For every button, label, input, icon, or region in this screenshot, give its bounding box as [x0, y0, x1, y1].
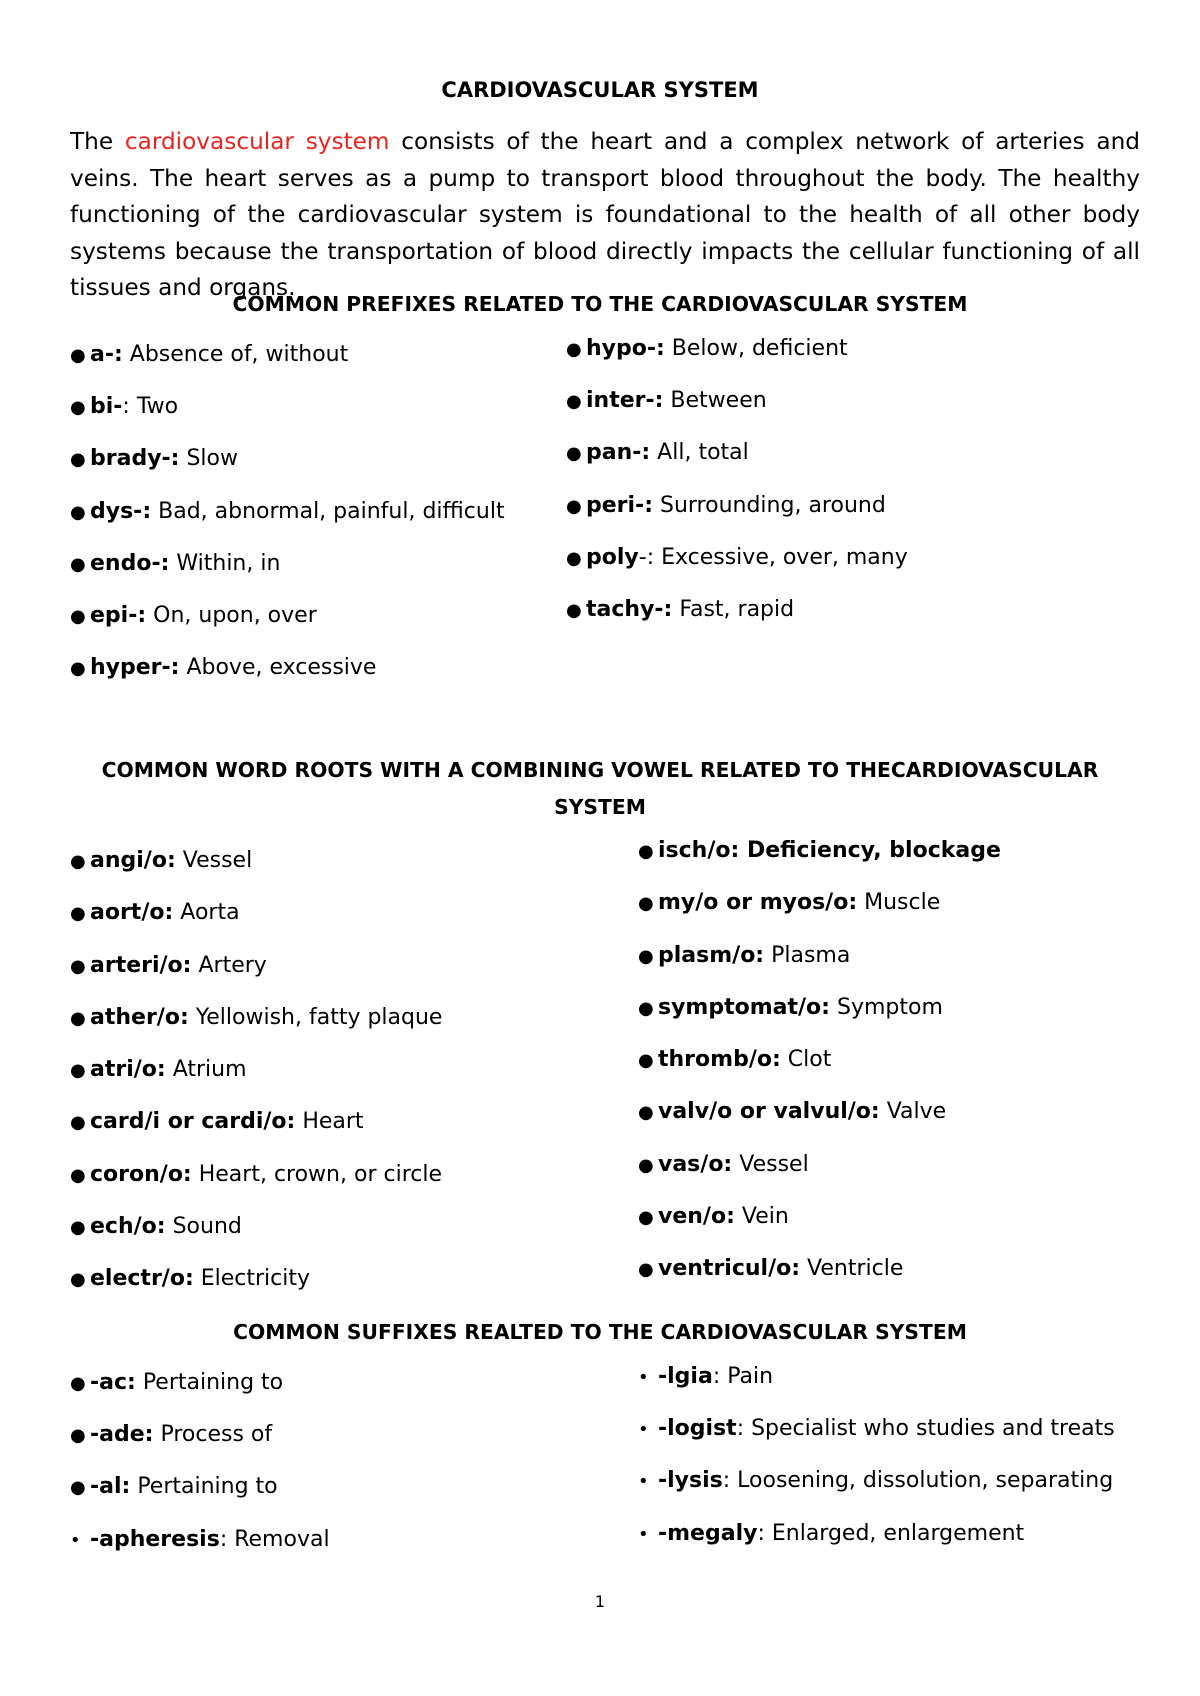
intro-lead: The [70, 128, 125, 155]
bullet-icon: ● [566, 391, 582, 413]
roots-right-list [638, 838, 1158, 1309]
definition: Heart [295, 1109, 364, 1135]
bullet-icon: ● [566, 599, 582, 621]
list-item [70, 655, 570, 707]
definition: Absence of, without [122, 342, 349, 367]
term: aort/o: [90, 900, 174, 926]
definition: Aorta [173, 900, 240, 926]
definition: : Two [122, 394, 179, 420]
list-item [70, 342, 570, 394]
suffixes-heading: COMMON SUFFIXES REALTED TO THE CARDIOVASCULAR SYSTEM [233, 1320, 967, 1344]
bullet-icon: ● [70, 1060, 86, 1082]
list-item [638, 1521, 1158, 1573]
page-number: 1 [594, 1592, 606, 1611]
term: dys-: [90, 498, 152, 524]
definition: Pertaining to [130, 1474, 278, 1500]
bullet-icon: ● [70, 851, 86, 872]
term: inter-: [586, 388, 664, 414]
definition: Atrium [165, 1057, 247, 1083]
term: tachy-: [586, 596, 673, 622]
term: electr/o: [90, 1266, 194, 1292]
list-item [638, 1152, 1158, 1204]
roots-left-list [70, 848, 630, 1319]
bullet-icon: ● [70, 1477, 86, 1499]
bullet-icon: ● [566, 547, 582, 569]
definition: Muscle [857, 890, 941, 916]
definition: Yellowish, fatty plaque [188, 1004, 443, 1030]
term: thromb/o: [658, 1047, 781, 1073]
list-item [566, 493, 1126, 545]
term: ather/o: [90, 1004, 189, 1030]
list-item [70, 848, 630, 900]
bullet-icon: ● [566, 495, 582, 517]
bullet-icon: ● [70, 1164, 86, 1186]
bullet-icon: ● [70, 1425, 86, 1447]
definition: -: Excessive, over, many [638, 544, 908, 570]
bullet-icon: ● [638, 1207, 654, 1229]
list-item [638, 1256, 1158, 1308]
bullet-icon: ● [70, 1373, 86, 1394]
list-item [566, 597, 1126, 649]
term: a-: [90, 342, 123, 367]
list-item [70, 1527, 630, 1579]
list-item [638, 1047, 1158, 1099]
definition: Process of [153, 1422, 273, 1448]
definition: Clot [780, 1047, 832, 1073]
bullet-icon: • [638, 1471, 649, 1493]
prefixes-heading: COMMON PREFIXES RELATED TO THE CARDIOVASCULAR SYSTEM [232, 292, 968, 316]
term: ven/o: [658, 1204, 735, 1230]
bullet-icon: ● [70, 955, 86, 977]
bullet-icon: ● [70, 501, 86, 523]
list-item [70, 1214, 630, 1266]
list-item [70, 499, 570, 551]
bullet-icon: ● [70, 903, 86, 925]
list-item [566, 545, 1126, 597]
list-item [70, 551, 570, 603]
list-item [70, 394, 570, 446]
document-title: CARDIOVASCULAR SYSTEM [441, 78, 759, 102]
bullet-icon: ● [638, 1050, 654, 1072]
definition: : Removal [219, 1526, 330, 1552]
term: coron/o: [90, 1161, 192, 1187]
term: symptomat/o: [658, 994, 830, 1020]
list-item [638, 1204, 1158, 1256]
term: ventricul/o: [658, 1256, 801, 1282]
list-item [638, 1364, 1158, 1416]
definition: Vessel [732, 1151, 809, 1177]
bullet-icon: ● [638, 893, 654, 915]
term: plasm/o: [658, 942, 765, 968]
list-item [566, 440, 1126, 492]
term: brady-: [90, 446, 180, 472]
term: vas/o: [658, 1151, 733, 1177]
bullet-icon: ● [70, 1269, 86, 1291]
definition: Sound [165, 1214, 242, 1240]
list-item [70, 1162, 630, 1214]
definition: Artery [191, 952, 267, 978]
list-item [638, 1416, 1158, 1468]
term: -ac: [90, 1370, 136, 1395]
list-item [70, 1057, 630, 1109]
term: -lgia [658, 1364, 713, 1389]
term: isch/o: Deficiency, blockage [658, 838, 1001, 863]
definition: Ventricle [800, 1256, 904, 1282]
bullet-icon: ● [70, 605, 86, 627]
definition: Slow [179, 446, 238, 472]
list-item [70, 603, 570, 655]
term: angi/o: [90, 848, 176, 873]
bullet-icon: ● [70, 345, 86, 366]
bullet-icon: ● [70, 553, 86, 575]
list-item [70, 1422, 630, 1474]
definition: On, upon, over [146, 602, 317, 628]
bullet-icon: ● [70, 1007, 86, 1029]
definition: Symptom [829, 994, 943, 1020]
list-item [70, 1370, 630, 1422]
prefixes-left-list [70, 342, 570, 707]
prefixes-right-list [566, 336, 1126, 649]
definition: Below, deficient [664, 336, 848, 361]
list-item [638, 1099, 1158, 1151]
bullet-icon: • [638, 1523, 649, 1545]
list-item [638, 890, 1158, 942]
bullet-icon: ● [638, 945, 654, 967]
definition: : Pain [712, 1364, 774, 1389]
list-item [70, 1109, 630, 1161]
term: -ade: [90, 1422, 154, 1448]
suffixes-right-list [638, 1364, 1158, 1573]
bullet-icon: ● [638, 1154, 654, 1176]
list-item [70, 1474, 630, 1526]
definition: : Enlarged, enlargement [757, 1520, 1025, 1546]
term: -lysis [658, 1468, 723, 1494]
bullet-icon: ● [566, 443, 582, 465]
bullet-icon: • [638, 1419, 649, 1441]
bullet-icon: ● [638, 997, 654, 1019]
intro-paragraph [70, 124, 1140, 307]
definition: Vessel [175, 848, 253, 873]
bullet-icon: • [70, 1529, 81, 1551]
term: pan-: [586, 440, 651, 466]
term: ech/o: [90, 1214, 166, 1240]
term: hyper-: [90, 655, 180, 681]
term: endo-: [90, 550, 170, 576]
term: valv/o or valvul/o: [658, 1099, 880, 1125]
term: arteri/o: [90, 952, 192, 978]
list-item [566, 388, 1126, 440]
intro-rest: consists of the heart and a complex network of arteries and veins. The heart serves as a pump to transport blood throughout the body. The healthy functioning of the cardiovascular system is foundational to the health of all other body systems because the transportation of blood directly impacts the cellular functioning of all tissues and organs. [70, 128, 1140, 301]
definition: Surrounding, around [653, 492, 886, 518]
definition: Plasma [764, 942, 851, 968]
bullet-icon: ● [566, 339, 582, 360]
bullet-icon: • [638, 1367, 649, 1388]
bullet-icon: ● [70, 1217, 86, 1239]
list-item [638, 995, 1158, 1047]
intro-highlight: cardiovascular system [124, 128, 390, 155]
term: card/i or cardi/o: [90, 1109, 296, 1135]
roots-heading: COMMON WORD ROOTS WITH A COMBINING VOWEL RELATED TO THECARDIOVASCULAR SYSTEM [101, 758, 1099, 819]
list-item [70, 900, 630, 952]
list-item [70, 953, 630, 1005]
term: hypo-: [586, 336, 665, 361]
list-item [70, 1005, 630, 1057]
term: poly [586, 544, 639, 570]
definition: Within, in [169, 550, 281, 576]
list-item [638, 943, 1158, 995]
term: my/o or myos/o: [658, 890, 858, 916]
term: -apheresis [90, 1526, 220, 1552]
bullet-icon: ● [70, 449, 86, 471]
definition: Vein [734, 1204, 789, 1230]
definition: Fast, rapid [672, 596, 795, 622]
definition: Electricity [193, 1266, 311, 1292]
term: bi- [90, 394, 123, 420]
definition: : Specialist who studies and treats [736, 1416, 1115, 1442]
list-item [638, 1468, 1158, 1520]
list-item [70, 446, 570, 498]
definition: Heart, crown, or circle [191, 1161, 442, 1187]
term: -logist [658, 1416, 737, 1442]
term: peri-: [586, 492, 653, 518]
bullet-icon: ● [638, 1102, 654, 1124]
term: -al: [90, 1474, 131, 1500]
term: -megaly [658, 1520, 758, 1546]
list-item [566, 336, 1126, 388]
definition: Bad, abnormal, painful, difficult [151, 498, 505, 524]
bullet-icon: ● [70, 1112, 86, 1134]
term: atri/o: [90, 1057, 166, 1083]
term: epi-: [90, 602, 147, 628]
definition: Above, excessive [179, 655, 377, 681]
list-item [70, 1266, 630, 1318]
definition: All, total [650, 440, 749, 466]
bullet-icon: ● [70, 658, 86, 680]
bullet-icon: ● [638, 841, 654, 862]
bullet-icon: ● [70, 397, 86, 419]
definition: Pertaining to [135, 1370, 284, 1395]
definition: Between [663, 388, 767, 414]
bullet-icon: ● [638, 1259, 654, 1281]
list-item [638, 838, 1158, 890]
definition: : Loosening, dissolution, separating [722, 1468, 1114, 1494]
definition: Valve [879, 1099, 947, 1125]
suffixes-left-list [70, 1370, 630, 1579]
